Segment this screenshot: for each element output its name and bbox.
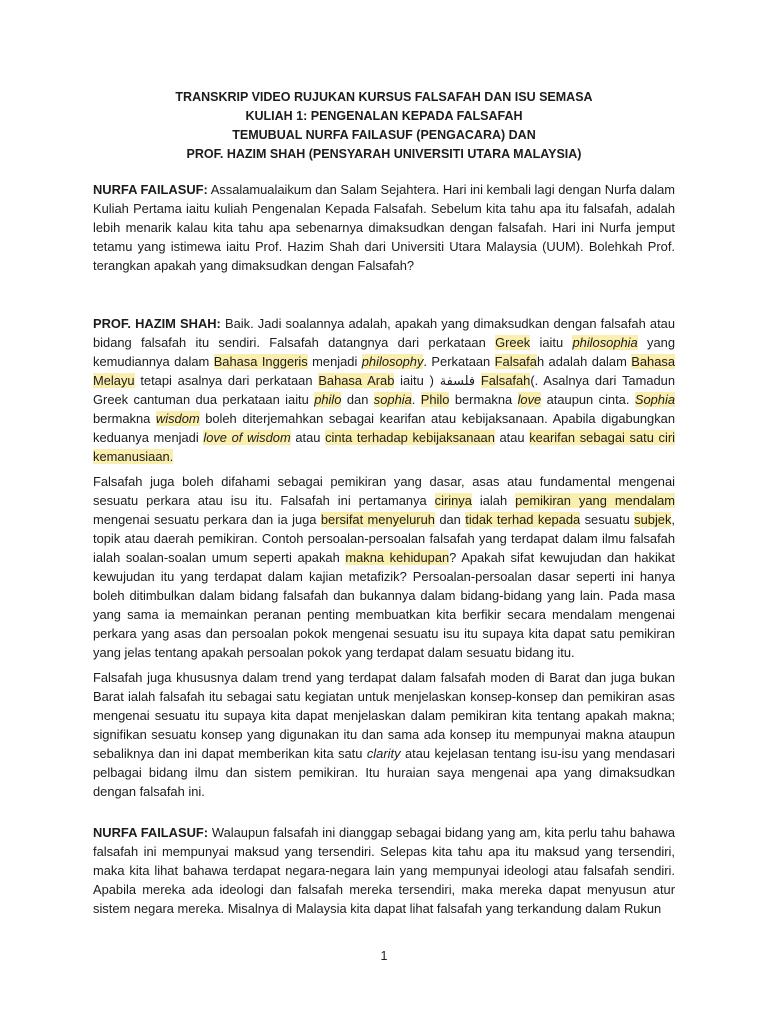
document-title [0,88,768,164]
title-line-1: TRANSKRIP VIDEO RUJUKAN KURSUS FALSAFAH DAN ISU SEMASA [175,90,593,104]
paragraph-1-block [93,180,675,275]
highlighted-text: sophia [373,392,412,407]
speaker-label: NURFA FAILASUF: [93,182,208,197]
paragraph-4 [93,668,675,801]
paragraph-1 [93,180,675,275]
paragraph-text: ? Apakah sifat kewujudan dan hakikat kewujudan itu yang terdapat dalam kajian metafizik? Persoalan-persoalan dasar seperti ini hanya boleh ditimbulkan dalam bidang falsafah dan bukannya dalam bidang-bidang yang lain. Pada masa yang sama ia memainkan peranan penting membuatkan kita berfikir secara mendalam mengenai perkara yang asas dan persoalan pokok mengenai sesuatu isu itu supaya kita dapat satu pemikiran yang jelas tentang apakah persoalan pokok yang terdapat dalam sesuatu bidang itu. [93,550,676,660]
highlighted-text: Sophia [634,392,675,407]
paragraph-3 [93,472,675,662]
paragraph-text: , topik atau daerah pemikiran. Contoh persoalan-persoalan falsafah yang terdapat dalam ilmu falsafah ialah soalan-soalan umum seperti apakah [93,512,676,565]
paragraph-text: Assalamualaikum dan Salam Sejahtera. Hari ini kembali lagi dengan Nurfa dalam Kuliah Pertama iaitu kuliah Pengenalan Kepada Falsafah. Sebelum kita tahu apa itu falsafah, adalah lebih menarik kalau kita tahu apa sebenarnya dimaksudkan dengan falsafah. Hari ini Nurfa jemput tetamu yang istimewa iaitu Prof. Hazim Shah dari Universiti Utara Malaysia (UUM). Bolehkah Prof. terangkan apakah yang dimaksudkan dengan Falsafah? [93,182,676,273]
paragraph-text: boleh diterjemahkan sebagai kearifan atau kebijaksanaan. Apabila digabungkan keduanya menjadi [93,411,675,445]
paragraph-text: iaitu ) فلسفة [394,373,481,388]
highlighted-text: philosophy [361,354,424,369]
highlighted-text: pemikiran yang mendalam [515,493,676,508]
highlighted-text: wisdom [155,411,200,426]
paragraph-4-block [93,668,675,801]
highlighted-text: philosophia [572,335,638,350]
paragraph-5-block [93,823,675,918]
highlighted-text: love [517,392,542,407]
highlighted-text: bersifat menyeluruh [320,512,435,527]
paragraph-5 [93,823,675,918]
paragraph-text: h adalah dalam [536,354,632,369]
paragraph-text: atau kejelasan tentang isu-isu yang mendasari pelbagai bidang ilmu dan sistem pemikiran. Itu huraian saya mengenai apa yang dimaksudkan dengan falsafah ini. [93,746,675,799]
highlighted-text: love of wisdom [203,430,291,445]
paragraph-text: atau [494,430,530,445]
paragraph-text: mengenai sesuatu perkara dan ia juga [93,512,321,527]
speaker-label: NURFA FAILASUF: [93,825,209,840]
paragraph-text: ataupun cinta. [541,392,635,407]
paragraph-text: . [411,392,421,407]
paragraph-text: clarity [366,746,401,761]
paragraph-text: atau [290,430,326,445]
paragraph-text: dan [341,392,374,407]
page-number: 1 [380,949,388,963]
highlighted-text: cinta terhadap kebijaksanaan [325,430,495,445]
paragraph-text: ialah [471,493,516,508]
highlighted-text: Greek [495,335,531,350]
paragraph-3-block [93,472,675,662]
highlighted-text: kearifan sebagai satu ciri kemanusiaan. [93,430,675,464]
highlighted-text: philo [314,392,342,407]
title-line-4: PROF. HAZIM SHAH (PENSYARAH UNIVERSITI UTARA MALAYSIA) [186,147,582,161]
paragraph-text: yang kemudiannya dalam [93,335,675,369]
speaker-label: PROF. HAZIM SHAH: [93,316,221,331]
paragraph-text: . Perkataan [423,354,495,369]
paragraph-text: menjadi [307,354,362,369]
highlighted-text: makna kehidupan [345,550,450,565]
highlighted-text: Bahasa Inggeris [213,354,308,369]
highlighted-text: subjek [634,512,672,527]
highlighted-text: tidak terhad kepada [465,512,581,527]
paragraph-text: bermakna [93,411,156,426]
title-line-3: TEMUBUAL NURFA FAILASUF (PENGACARA) DAN [232,128,536,142]
highlighted-text: Philo [420,392,450,407]
paragraph-text: Baik. Jadi soalannya adalah, apakah yang dimaksudkan dengan falsafah atau bidang falsafah itu sendiri. Falsafah datangnya dari perkataan [93,316,675,350]
paragraph-text: Falsafah juga boleh difahami sebagai pemikiran yang dasar, asas atau fundamental mengenai sesuatu perkara atau isu itu. Falsafah ini pertamanya [93,474,675,508]
paragraph-text: Walaupun falsafah ini dianggap sebagai bidang yang am, kita perlu tahu bahawa falsafah ini mempunyai maksud yang tersendiri. Selepas kita tahu apa itu maksud yang tersendiri, maka kita lihat bahawa terdapat negara-negara lain yang mempunyai ideologi atau falsafah sendiri. Apabila mereka ada ideologi dan falsafah mereka tersendiri, maka mereka dapat menyusun atur sistem negara mereka. Misalnya di Malaysia kita dapat lihat falsafah yang terkandung dalam Rukun [93,825,676,916]
paragraph-text: tetapi asalnya dari perkataan [134,373,319,388]
paragraph-text: sesuatu [580,512,635,527]
highlighted-text: cirinya [434,493,472,508]
highlighted-text: Falsafah [480,373,531,388]
paragraph-text: bermakna [449,392,518,407]
highlighted-text: Falsafa [494,354,537,369]
paragraph-text: Falsafah juga khususnya dalam trend yang terdapat dalam falsafah moden di Barat dan juga bukan Barat ialah falsafah itu sebagai satu kegiatan untuk menjelaskan konsep-konsep dan pemikiran asas mengenai sesuatu itu supaya kita dapat menjelaskan dalam pemikiran kita tentang apakah makna; signifikan sesuatu konsep yang digunakan itu dan sama ada konsep itu mempunyai makna ataupun sebaliknya dan ini dapat memberikan kita satu [93,670,675,761]
title-line-2: KULIAH 1: PENGENALAN KEPADA FALSAFAH [245,109,523,123]
paragraph-2 [93,314,675,466]
paragraph-2-block [93,314,675,466]
highlighted-text: Bahasa Melayu [93,354,676,388]
paragraph-text: dan [434,512,466,527]
highlighted-text: Bahasa Arab [318,373,395,388]
paragraph-text: iaitu [530,335,573,350]
paragraph-text: (. Asalnya dari Tamadun Greek cantuman dua perkataan iaitu [93,373,676,407]
